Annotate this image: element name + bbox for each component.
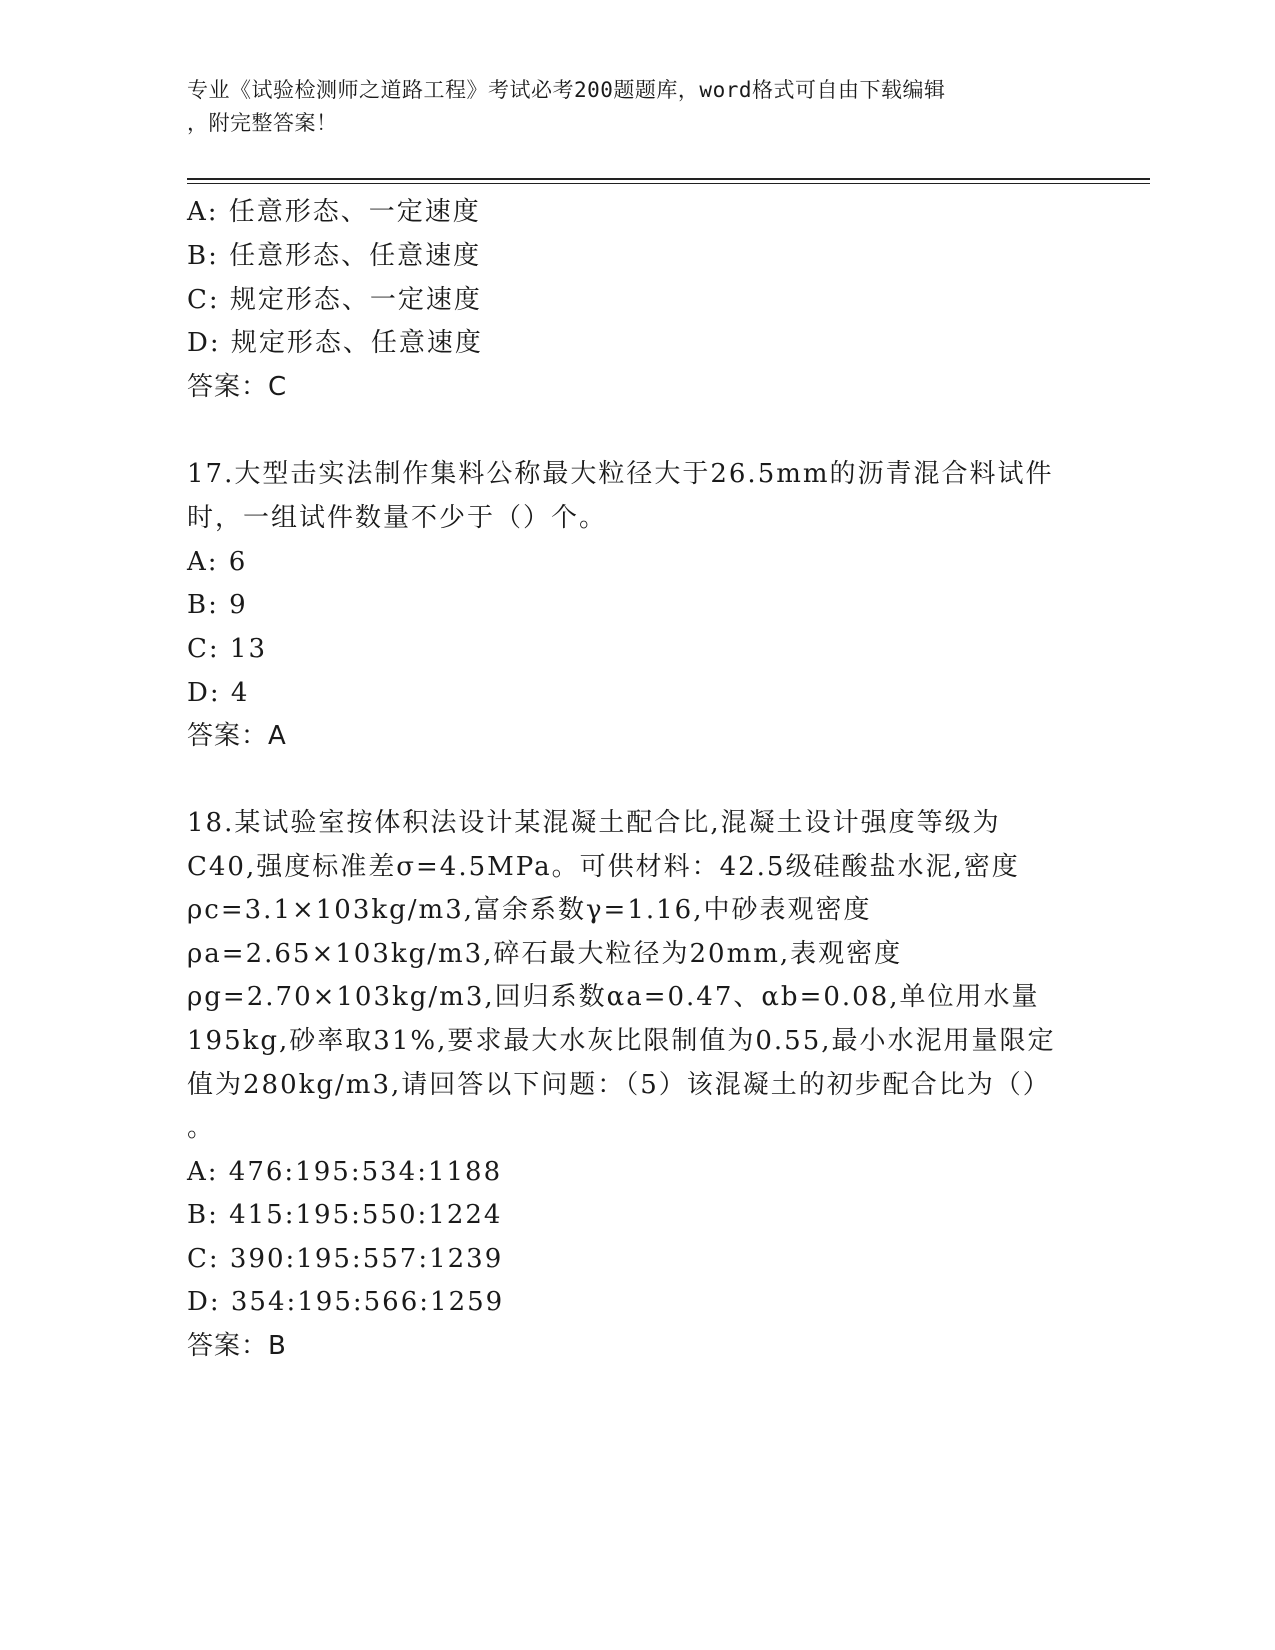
q18-stem-line-5: ρg=2.70×103kg/m3,回归系数αa=0.47、αb=0.08,单位用水量 bbox=[187, 982, 1040, 1012]
q18-stem-line-3: ρc=3.1×103kg/m3,富余系数γ=1.16,中砂表观密度 bbox=[187, 895, 872, 925]
q18-stem-line-8: 。 bbox=[187, 1113, 216, 1143]
q17-stem-line-1: 17.大型击实法制作集料公称最大粒径大于26.5mm的沥青混合料试件 bbox=[187, 459, 1054, 489]
q16-option-a: A: 任意形态、一定速度 bbox=[187, 197, 481, 227]
q18-option-a: A: 476:195:534:1188 bbox=[187, 1157, 503, 1187]
q16-option-d: D: 规定形态、任意速度 bbox=[187, 328, 483, 358]
header-line-2: ，附完整答案！ bbox=[187, 111, 338, 135]
q16-answer: 答案：C bbox=[187, 372, 288, 402]
q18-option-c: C: 390:195:557:1239 bbox=[187, 1244, 504, 1274]
q17-option-c: C: 13 bbox=[187, 634, 268, 664]
header-line-1: 专业《试验检测师之道路工程》考试必考200题题库，word格式可自由下载编辑 bbox=[187, 78, 946, 102]
q18-option-b: B: 415:195:550:1224 bbox=[187, 1200, 503, 1230]
header-rule-thin bbox=[187, 183, 1150, 184]
q18-stem-line-6: 195kg,砂率取31%,要求最大水灰比限制值为0.55,最小水泥用量限定 bbox=[187, 1026, 1056, 1056]
q18-stem-line-7: 值为280kg/m3,请回答以下问题：（5）该混凝土的初步配合比为（） bbox=[187, 1070, 1051, 1100]
q17-option-b: B: 9 bbox=[187, 590, 248, 620]
q18-answer: 答案：B bbox=[187, 1331, 287, 1361]
q16-option-b: B: 任意形态、任意速度 bbox=[187, 241, 482, 271]
q17-option-a: A: 6 bbox=[187, 547, 248, 577]
header-rule-thick bbox=[187, 178, 1150, 180]
q18-stem-line-4: ρa=2.65×103kg/m3,碎石最大粒径为20mm,表观密度 bbox=[187, 939, 903, 969]
q17-option-d: D: 4 bbox=[187, 678, 250, 708]
document-header bbox=[187, 74, 1067, 140]
q16-option-c: C: 规定形态、一定速度 bbox=[187, 285, 482, 315]
q18-stem-line-1: 18.某试验室按体积法设计某混凝土配合比,混凝土设计强度等级为 bbox=[187, 808, 1001, 838]
q17-answer: 答案：A bbox=[187, 721, 287, 751]
q17-stem-line-2: 时，一组试件数量不少于（）个。 bbox=[187, 503, 608, 533]
q18-stem-line-2: C40,强度标准差σ=4.5MPa。可供材料：42.5级硅酸盐水泥,密度 bbox=[187, 852, 1020, 882]
q18-option-d: D: 354:195:566:1259 bbox=[187, 1287, 505, 1317]
